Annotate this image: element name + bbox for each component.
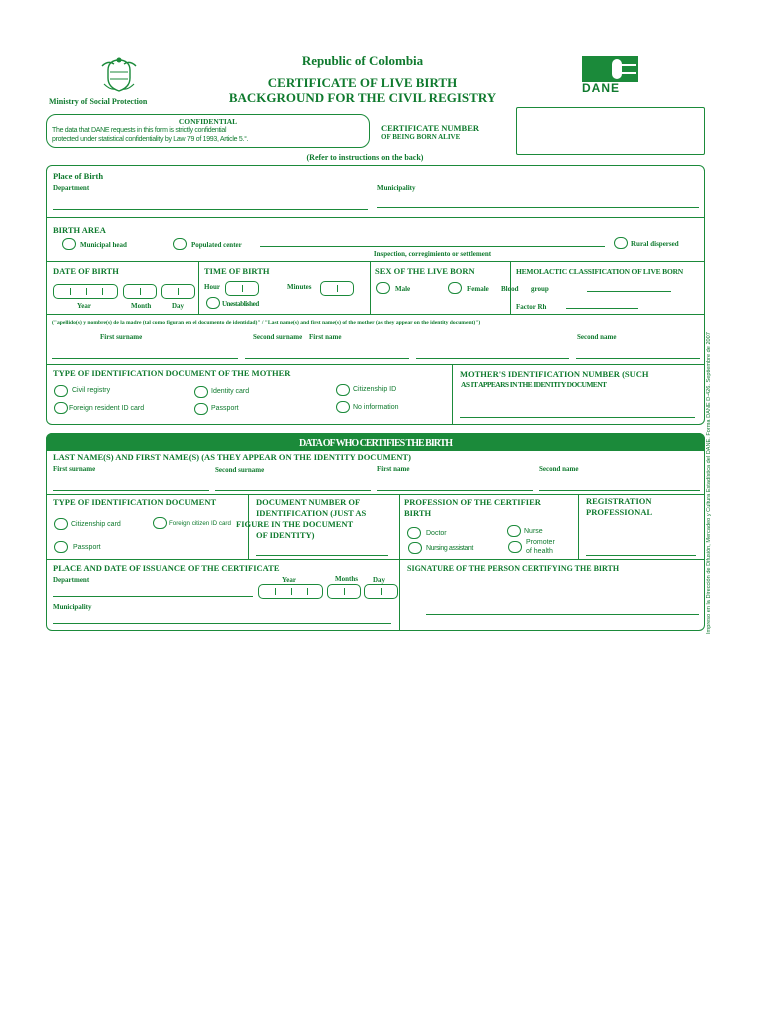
label-promoter-2: of health xyxy=(526,548,553,555)
hour-input[interactable] xyxy=(225,281,259,296)
label-female: Female xyxy=(467,285,489,293)
issuance-year-input[interactable] xyxy=(258,584,323,599)
document-title-line2: BACKGROUND FOR THE CIVIL REGISTRY xyxy=(228,90,497,105)
label-nursing-assistant: Nursing assistant xyxy=(426,545,473,552)
certifier-id-type-title: TYPE OF IDENTIFICATION DOCUMENT xyxy=(53,497,217,507)
month-label: Month xyxy=(131,302,152,310)
department-field[interactable] xyxy=(53,209,368,210)
signature-field[interactable] xyxy=(426,614,699,615)
label-rural-dispersed: Rural dispersed xyxy=(631,240,679,248)
mother-id-number-field[interactable] xyxy=(460,417,695,418)
mother-names-note: ("apellido(s) y nombre(s) de la madre (tal como figuran en el documento de identidad)" / "Last name(s) and first name(s) of the mother (as they appear on the identity document)") xyxy=(52,320,481,326)
label-foreign-citizen-card: Foreign citizen ID card xyxy=(169,520,231,527)
issuance-months-label: Months xyxy=(335,575,358,583)
issuance-department-field[interactable] xyxy=(53,596,253,597)
ministry-label: Ministry of Social Protection xyxy=(49,97,148,106)
radio-female[interactable] xyxy=(448,282,462,294)
radio-passport-mother[interactable] xyxy=(194,403,208,415)
label-male: Male xyxy=(395,285,411,293)
radio-foreign-resident[interactable] xyxy=(54,402,68,414)
side-print-note: Impreso en la Dirección de Difusión, Mercadeo y Cultura Estadística del DANE. Forma DANE D-426. Septiembre de 2007 xyxy=(706,332,712,634)
radio-no-information[interactable] xyxy=(336,401,350,413)
radio-rural-dispersed[interactable] xyxy=(614,237,628,249)
certifier-band xyxy=(46,433,705,451)
confidential-line2: protected under statistical confidentiality by Law 79 of 1993, Article 5.°. xyxy=(52,136,249,143)
registration-line1: REGISTRATION xyxy=(586,496,652,506)
label-nurse: Nurse xyxy=(524,528,543,535)
issuance-day-label: Day xyxy=(373,576,386,584)
settlement-field[interactable] xyxy=(260,246,605,247)
radio-promoter[interactable] xyxy=(508,541,522,553)
confidential-line1: The data that DANE requests in this form is strictly confidential xyxy=(52,127,227,134)
certifier-first-name-label: First name xyxy=(377,465,410,473)
mother-id-number-title: MOTHER'S IDENTIFICATION NUMBER (SUCH xyxy=(460,369,649,379)
label-doctor: Doctor xyxy=(426,530,447,537)
doc-number-line2: IDENTIFICATION (JUST AS xyxy=(256,508,367,518)
republic-title: Republic of Colombia xyxy=(301,53,424,68)
certifier-second-surname-label: Second surname xyxy=(215,466,265,474)
label-identity-card: Identity card xyxy=(211,388,250,395)
hemolactic-title: HEMOLACTIC CLASSIFICATION OF LIVE BORN xyxy=(516,267,684,276)
radio-identity-card[interactable] xyxy=(194,386,208,398)
department-label: Department xyxy=(53,184,90,192)
label-populated-center: Populated center xyxy=(191,241,242,249)
minutes-label: Minutes xyxy=(287,283,312,291)
settlement-caption: Inspection, corregimiento or settlement xyxy=(373,250,492,258)
municipality-field[interactable] xyxy=(377,207,699,208)
mother-second-name-field[interactable] xyxy=(576,358,700,359)
document-title-line1: CERTIFICATE OF LIVE BIRTH xyxy=(267,75,458,90)
label-no-information: No information xyxy=(353,404,399,411)
certifier-band-title: DATA OF WHO CERTIFIES THE BIRTH xyxy=(298,438,453,449)
certifier-second-name-label: Second name xyxy=(539,465,579,473)
factor-rh-label: Factor Rh xyxy=(516,303,547,311)
doc-number-line3: FIGURE IN THE DOCUMENT xyxy=(236,519,354,529)
blood-label: Blood xyxy=(501,285,519,293)
mother-id-type-title: TYPE OF IDENTIFICATION DOCUMENT OF THE MOTHER xyxy=(53,368,291,378)
confidential-box xyxy=(46,114,370,148)
label-citizenship-card: Citizenship card xyxy=(71,521,121,528)
certificate-number-field[interactable] xyxy=(516,107,705,155)
certifier-second-name-field[interactable] xyxy=(539,490,700,491)
certifier-section xyxy=(46,433,705,631)
certificate-number-sublabel: OF BEING BORN ALIVE xyxy=(381,133,461,141)
radio-civil-registry[interactable] xyxy=(54,385,68,397)
profession-title2: BIRTH xyxy=(404,508,432,518)
blood-group-field[interactable] xyxy=(587,291,671,292)
radio-citizenship-id[interactable] xyxy=(336,384,350,396)
minutes-input[interactable] xyxy=(320,281,354,296)
profession-title1: PROFESSION OF THE CERTIFIER xyxy=(404,497,541,507)
radio-citizenship-card[interactable] xyxy=(54,518,68,530)
birth-area-title: BIRTH AREA xyxy=(53,225,106,235)
mother-first-surname-field[interactable] xyxy=(52,358,238,359)
issuance-month-input[interactable] xyxy=(327,584,361,599)
year-label: Year xyxy=(77,302,91,310)
issuance-title: PLACE AND DATE OF ISSUANCE OF THE CERTIFICATE xyxy=(53,563,280,573)
municipality-label: Municipality xyxy=(377,184,416,192)
radio-populated-center[interactable] xyxy=(173,238,187,250)
doc-number-line1: DOCUMENT NUMBER OF xyxy=(256,497,361,507)
hour-label: Hour xyxy=(204,283,220,291)
birth-year-input[interactable] xyxy=(53,284,118,299)
issuance-department-label: Department xyxy=(53,576,90,584)
certifier-first-surname-field[interactable] xyxy=(53,490,209,491)
birth-month-input[interactable] xyxy=(123,284,157,299)
registration-line2: PROFESSIONAL xyxy=(586,507,653,517)
radio-unestablished[interactable] xyxy=(206,297,220,309)
factor-rh-field[interactable] xyxy=(566,308,638,309)
label-promoter-1: Promoter xyxy=(526,539,555,546)
issuance-municipality-label: Municipality xyxy=(53,603,92,611)
mother-first-name-label: First name xyxy=(309,333,342,341)
label-foreign-resident: Foreign resident ID card xyxy=(69,405,145,412)
certifier-first-surname-label: First surname xyxy=(53,465,96,473)
label-passport-certifier: Passport xyxy=(73,544,101,551)
dane-logo xyxy=(580,56,640,94)
issuance-municipality-field[interactable] xyxy=(53,623,391,624)
radio-nurse[interactable] xyxy=(507,525,521,537)
day-label: Day xyxy=(172,302,185,310)
colombia-coat-of-arms-icon xyxy=(98,56,140,94)
certifier-first-name-field[interactable] xyxy=(377,490,533,491)
confidential-title: CONFIDENTIAL xyxy=(178,117,238,126)
instructions-note: (Refer to instructions on the back) xyxy=(306,153,424,162)
registration-field[interactable] xyxy=(586,555,696,556)
dane-logo-text: DANE xyxy=(582,81,621,95)
mother-second-name-label: Second name xyxy=(577,333,617,341)
label-municipal-head: Municipal head xyxy=(80,241,127,249)
issuance-day-input[interactable] xyxy=(364,584,398,599)
mother-id-number-subtitle: AS IT APPEARS IN THE IDENTITY DOCUMENT xyxy=(461,380,607,389)
certifier-names-title: LAST NAME(S) AND FIRST NAME(S) (AS THEY APPEAR ON THE IDENTITY DOCUMENT) xyxy=(53,452,411,462)
doc-number-field[interactable] xyxy=(256,555,388,556)
radio-foreign-citizen-card[interactable] xyxy=(153,517,167,529)
issuance-year-label: Year xyxy=(282,576,296,584)
certificate-number-label: CERTIFICATE NUMBER xyxy=(381,123,480,133)
group-label: group xyxy=(531,285,549,293)
radio-male[interactable] xyxy=(376,282,390,294)
place-of-birth-title: Place of Birth xyxy=(53,171,104,181)
mother-second-surname-label: Second surname xyxy=(253,333,303,341)
doc-number-line4: OF IDENTITY) xyxy=(256,530,315,540)
date-of-birth-title: DATE OF BIRTH xyxy=(53,266,119,276)
signature-title: SIGNATURE OF THE PERSON CERTIFYING THE BIRTH xyxy=(407,564,620,573)
mother-second-surname-field[interactable] xyxy=(245,358,409,359)
birth-day-input[interactable] xyxy=(161,284,195,299)
mother-first-surname-label: First surname xyxy=(100,333,143,341)
sex-title: SEX OF THE LIVE BORN xyxy=(375,266,475,276)
mother-first-name-field[interactable] xyxy=(416,358,569,359)
label-civil-registry: Civil registry xyxy=(72,387,111,394)
radio-municipal-head[interactable] xyxy=(62,238,76,250)
label-citizenship-id: Citizenship ID xyxy=(353,386,397,393)
certifier-second-surname-field[interactable] xyxy=(215,490,371,491)
label-passport-mother: Passport xyxy=(211,405,239,412)
time-of-birth-title: TIME OF BIRTH xyxy=(204,266,270,276)
radio-nursing-assistant[interactable] xyxy=(408,542,422,554)
radio-doctor[interactable] xyxy=(407,527,421,539)
radio-passport-certifier[interactable] xyxy=(54,541,68,553)
label-unestablished: Unestablished xyxy=(222,300,259,308)
